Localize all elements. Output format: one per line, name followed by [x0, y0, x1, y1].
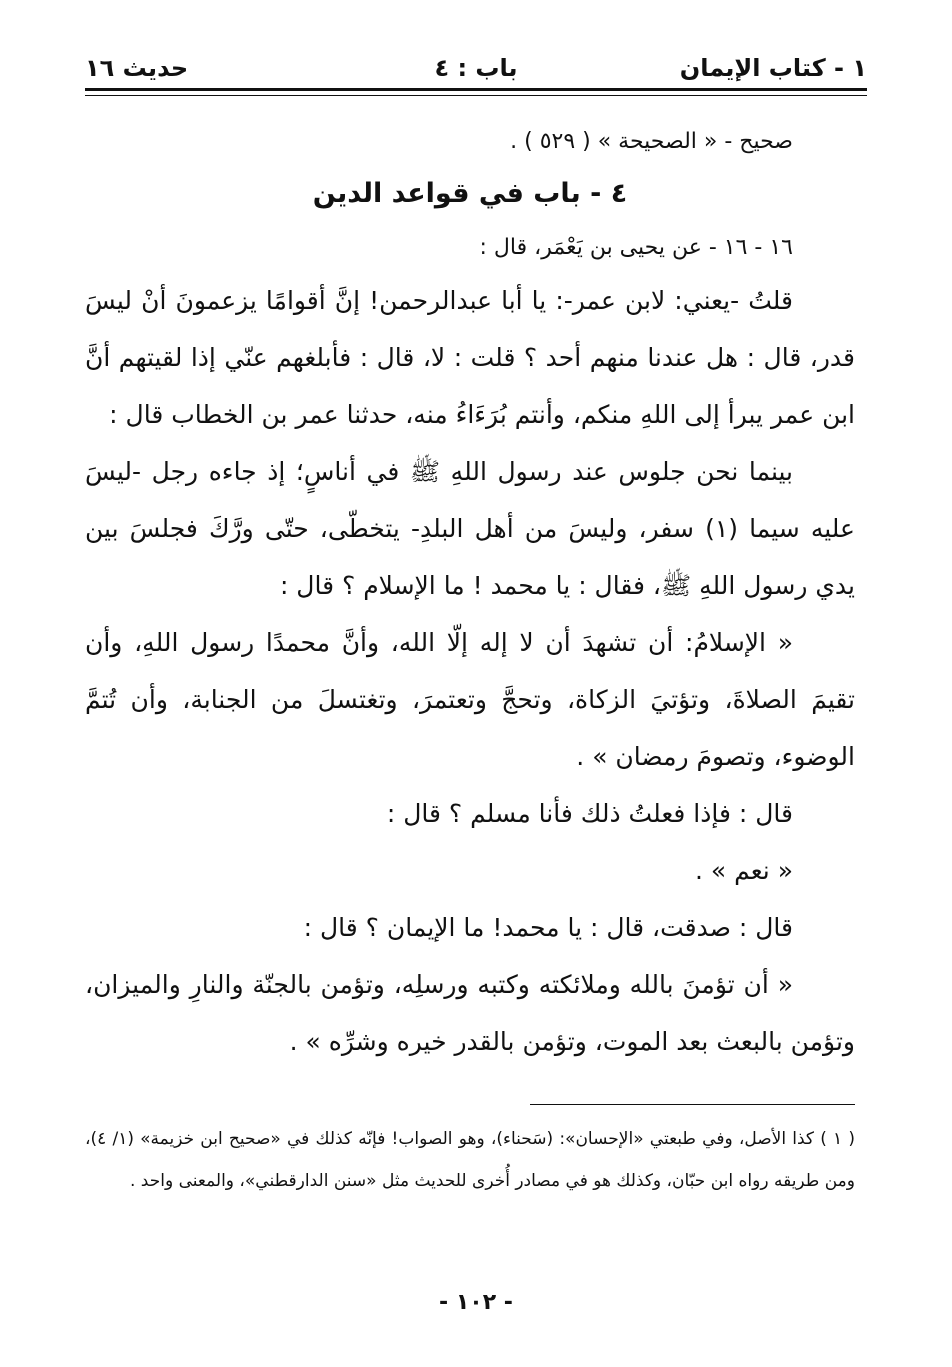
paragraph-1: قلتُ -يعني: لابن عمر-: يا أبا عبدالرحمن! إنَّ أقوامًا يزعمونَ أنْ ليسَ قدر، قال : هل عندنا منهم أحد ؟ قلت : لا، قال : فأبلغهم عنّي إذا لقيتهم أنَّ ابن عمر يبرأ إلى اللهِ منكم، وأنتم بُرَءَاءُ منه، حدثنا عمر بن الخطاب قال : — [85, 286, 855, 429]
hadith-intro: ١٦ - ١٦ - عن يحيى بن يَعْمَر، قال : — [479, 235, 793, 260]
main-text — [85, 118, 855, 1070]
grading-line: صحيح - « الصحيحة » ( ٥٢٩ ) . — [510, 129, 793, 154]
header-chapter: باب : ٤ — [434, 54, 518, 82]
footnote-rule — [530, 1104, 855, 1105]
header-book-title: ١ - كتاب الإيمان — [679, 54, 867, 82]
paragraph-7: « أن تؤمنَ بالله وملائكته وكتبه ورسلِه، وتؤمن بالجنّة والنارِ والميزان، وتؤمن بالبعث بعد الموت، وتؤمن بالقدر خيره وشرِّه » . — [85, 970, 855, 1056]
paragraph-4: قال : فإذا فعلتُ ذلك فأنا مسلم ؟ قال : — [386, 799, 793, 828]
header-rule-thin — [85, 95, 867, 96]
paragraph-3: « الإسلامُ: أن تشهدَ أن لا إله إلّا الله، وأنَّ محمدًا رسول اللهِ، وأن تقيمَ الصلاةَ، وتؤتيَ الزكاة، وتحجَّ وتعتمرَ، وتغتسلَ من الجنابة، وأن تُتمَّ الوضوء، وتصومَ رمضان » . — [85, 628, 855, 771]
paragraph-2: بينما نحن جلوس عند رسول اللهِ ﷺ في أناسٍ؛ إذ جاءه رجل -ليسَ عليه سيما (١) سفر، وليسَ من أهل البلدِ- يتخطّى، حتّى ورَّكَ فجلسَ بين يدي رسول اللهِ ﷺ، فقال : يا محمد ! ما الإسلام ؟ قال : — [85, 457, 855, 600]
page-number: - ١٠٢ - — [439, 1290, 513, 1315]
paragraph-5: « نعم » . — [694, 856, 793, 885]
footnote: ( ١ ) كذا الأصل، وفي طبعتي «الإحسان»: (سَحناء)، وهو الصواب! فإنّه كذلك في «صحيح ابن خزيمة» (١/ ٤)، ومن طريقه رواه ابن حبّان، وكذلك هو في مصادر أُخرى للحديث مثل «سنن الدارقطني»، والمعنى واحد . — [85, 1129, 855, 1191]
running-header — [85, 46, 867, 86]
paragraph-6: قال : صدقت، قال : يا محمد! ما الإيمان ؟ قال : — [303, 913, 793, 942]
header-hadith-number: حديث ١٦ — [85, 54, 189, 82]
header-rule-thick — [85, 88, 867, 91]
section-title: ٤ - باب في قواعد الدين — [312, 178, 628, 209]
